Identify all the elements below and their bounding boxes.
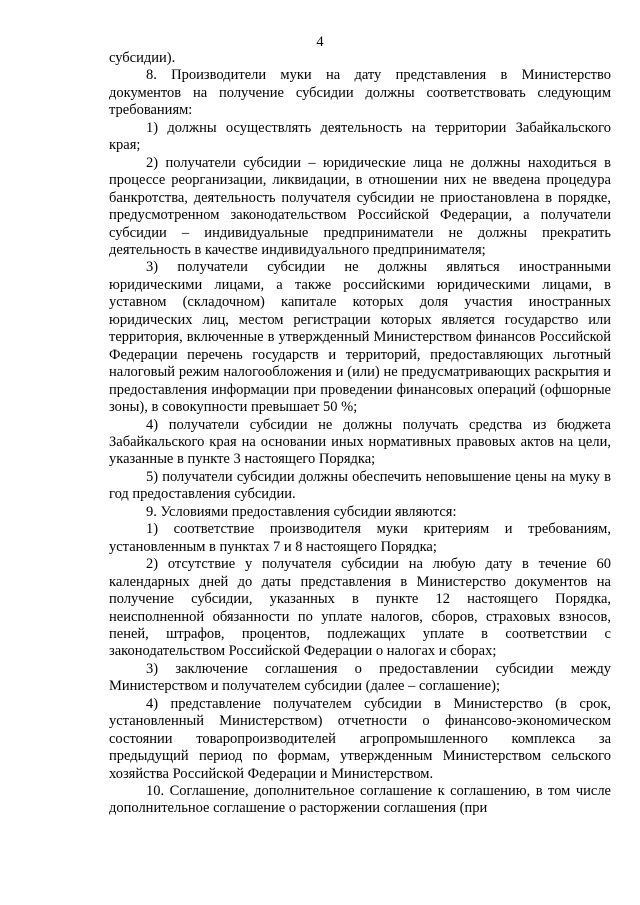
- paragraph-item-9-3: 3) заключение соглашения о предоставлении субсидии между Министерством и получателем субсидии (далее – соглашение);: [109, 660, 611, 695]
- paragraph-item-9-1: 1) соответствие производителя муки критериям и требованиям, установленным в пунктах 7 и 8 настоящего Порядка;: [109, 521, 611, 555]
- paragraph-item-9-2: 2) отсутствие у получателя субсидии на любую дату в течение 60 календарных дней до даты представления в Министерство документов на получение субсидии, указанных в пункте 12 настоящего Порядка, неисполненной обязанности по уплате налогов, сборов, страховых взносов, пеней, штрафов, процентов, подлежащих уплате в соответствии с законодательством Российской Федерации о налогах и сборах;: [109, 556, 611, 660]
- page-number: 4: [316, 34, 324, 50]
- paragraph-item-8-5: 5) получатели субсидии должны обеспечить неповышение цены на муку в год предоставления субсидии.: [109, 468, 611, 503]
- document-body: [109, 50, 611, 818]
- paragraph-item-8-1: 1) должны осуществлять деятельность на территории Забайкальского края;: [109, 119, 611, 154]
- paragraph-item-10: 10. Соглашение, дополнительное соглашение к соглашению, в том числе дополнительное соглашение о расторжении соглашения (при: [109, 783, 611, 817]
- paragraph-continuation: субсидии).: [109, 50, 176, 66]
- paragraph-item-8-2: 2) получатели субсидии – юридические лица не должны находиться в процессе реорганизации, ликвидации, в отношении них не введена процедура банкротства, деятельность получателя субсидии не приостановлена в порядке, предусмотренном законодательством Российской Федерации, а получатели субсидии – индивидуальные предприниматели не должны прекратить деятельность в качестве индивидуального предпринимателя;: [109, 154, 611, 258]
- paragraph-item-9-4: 4) представление получателем субсидии в Министерство (в срок, установленный Министерством) отчетности о финансово-экономическом состоянии товаропроизводителей агропромышленного комплекса за предыдущий период по формам, утвержденным Министерством сельского хозяйства Российской Федерации и Министерством.: [109, 695, 611, 782]
- paragraph-item-8-4: 4) получатели субсидии не должны получать средства из бюджета Забайкальского края на основании иных нормативных правовых актов на цели, указанные в пункте 3 настоящего Порядка;: [109, 416, 611, 468]
- paragraph-item-9: 9. Условиями предоставления субсидии являются:: [146, 503, 457, 520]
- paragraph-item-8-3: 3) получатели субсидии не должны являться иностранными юридическими лицами, а также российскими юридическими лицами, в уставном (складочном) капитале которых доля участия иностранных юридических лиц, местом регистрации которых является государство или территория, включенные в утвержденный Министерством финансов Российской Федерации перечень государств и территорий, предоставляющих льготный налоговый режим налогообложения и (или) не предусматривающих раскрытия и предоставления информации при проведении финансовых операций (офшорные зоны), в совокупности превышает 50 %;: [109, 259, 611, 416]
- paragraph-item-8: 8. Производители муки на дату представления в Министерство документов на получение субсидии должны соответствовать следующим требованиям:: [109, 67, 611, 119]
